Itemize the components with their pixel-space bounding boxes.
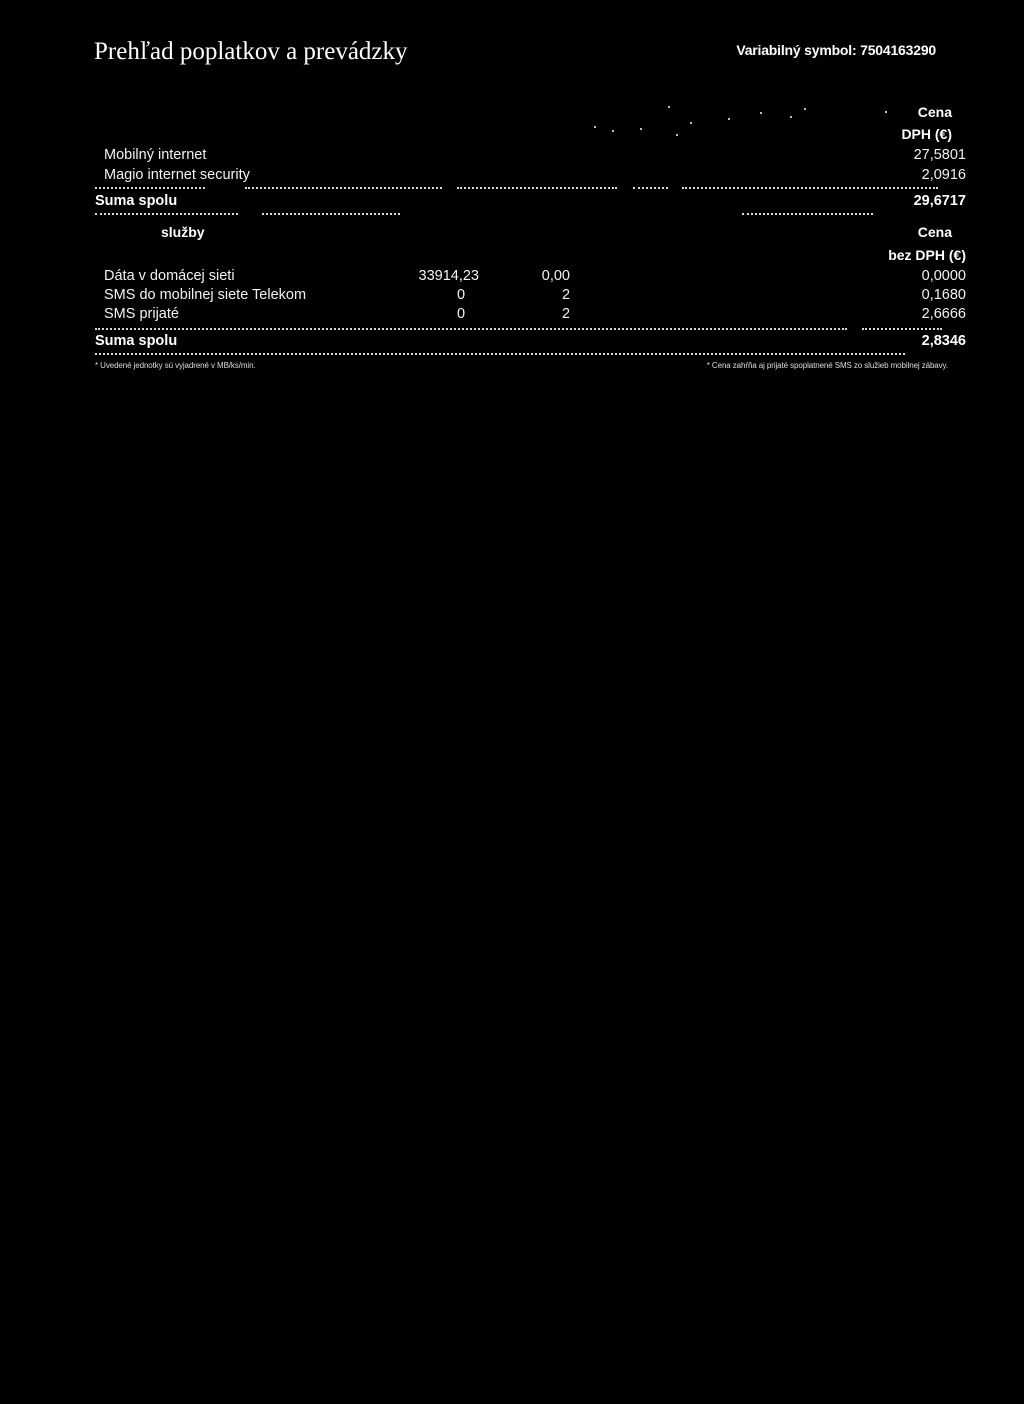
section1-total-label: Suma spolu bbox=[95, 193, 178, 209]
section1-header-price-line1: Cena bbox=[917, 104, 952, 120]
divider bbox=[245, 187, 442, 189]
row-price: 0,0000 bbox=[921, 268, 966, 284]
page-title: Prehľad poplatkov a prevádzky bbox=[94, 38, 408, 65]
row-label: SMS do mobilnej siete Telekom bbox=[104, 287, 307, 303]
divider bbox=[95, 353, 905, 355]
row-col1: 33914,23 bbox=[418, 268, 479, 284]
row-label: Magio internet security bbox=[104, 167, 250, 183]
row-label: SMS prijaté bbox=[104, 306, 179, 322]
row-label: Mobilný internet bbox=[104, 147, 207, 163]
row-col2: 2 bbox=[562, 287, 571, 303]
footnote-right: * Cena zahŕňa aj prijaté spoplatnené SMS zo služieb mobilnej zábavy. bbox=[706, 361, 948, 370]
row-col1: 0 bbox=[457, 287, 466, 303]
row-price: 0,1680 bbox=[921, 287, 966, 303]
divider bbox=[862, 328, 942, 330]
divider bbox=[682, 187, 938, 189]
section2-total-value: 2,8346 bbox=[921, 333, 966, 349]
divider bbox=[95, 213, 238, 215]
row-price: 27,5801 bbox=[913, 147, 966, 163]
section1-header-price-line2: DPH (€) bbox=[901, 126, 952, 142]
row-col1: 0 bbox=[457, 306, 466, 322]
section2-header-label: služby bbox=[161, 224, 205, 240]
row-col2: 0,00 bbox=[541, 268, 570, 284]
divider bbox=[262, 213, 400, 215]
section1-total-value: 29,6717 bbox=[913, 193, 966, 209]
divider bbox=[457, 187, 617, 189]
variable-symbol: Variabilný symbol: 7504163290 bbox=[736, 42, 936, 58]
divider bbox=[742, 213, 873, 215]
divider bbox=[95, 328, 847, 330]
divider bbox=[633, 187, 668, 189]
row-col2: 2 bbox=[562, 306, 571, 322]
section2-header-price-line2: bez DPH (€) bbox=[888, 247, 966, 263]
section2-total-label: Suma spolu bbox=[95, 333, 178, 349]
row-price: 2,6666 bbox=[921, 306, 966, 322]
row-price: 2,0916 bbox=[921, 167, 966, 183]
row-label: Dáta v domácej sieti bbox=[104, 268, 235, 284]
divider bbox=[95, 187, 205, 189]
footnote-left: * Uvedené jednotky sú vyjadrené v MB/ks/min. bbox=[95, 361, 256, 370]
section2-header-price-line1: Cena bbox=[917, 224, 952, 240]
